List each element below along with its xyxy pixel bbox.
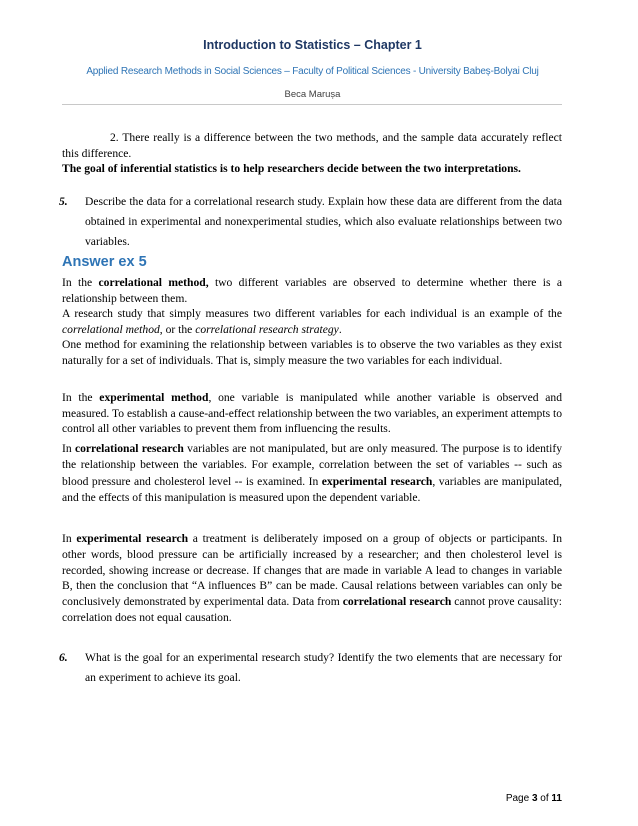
- document-title: Introduction to Statistics – Chapter 1: [203, 38, 422, 52]
- question-5-number: 5.: [59, 195, 68, 208]
- answer-paragraph-5: In correlational research variables are not manipulated, but are only measured. The purpose is to identify the relationship between the variables. For example, correlation between the set of variables -- such as blood pressure and cholesterol level -- is examined. In experimental research, variables are manipulated, and the effects of this manipulation is measured upon the dependent variable.: [62, 442, 563, 504]
- question-6-number: 6.: [59, 651, 68, 664]
- footer-of-label: of: [540, 793, 549, 804]
- question-6-text: What is the goal for an experimental research study? Identify the two elements that are necessary for an experiment to achieve its goal.: [85, 651, 562, 684]
- answer-block-4: [62, 531, 562, 626]
- document-author: Beca Marușa: [284, 89, 341, 100]
- answer-block-1: [62, 275, 562, 368]
- page-footer: [506, 793, 562, 804]
- intro-paragraph-2: The goal of inferential statistics is to help researchers decide between the two interpretations.: [62, 162, 521, 175]
- answer-paragraph-3: One method for examining the relationship between variables is to observe the two variables as they exist naturally for a set of individuals. That is, simply measure the two variables for each individual.: [62, 338, 562, 367]
- question-6: [59, 648, 562, 688]
- footer-page-number: 3: [531, 793, 538, 804]
- answer-paragraph-1: In the correlational method, two different variables are observed to determine whether there is a relationship between them.: [62, 276, 562, 305]
- answer-paragraph-4: In the experimental method, one variable is manipulated while another variable is observed and measured. To establish a cause-and-effect relationship between the two variables, an experiment attempts to control all other variables to prevent them from influencing the results.: [62, 391, 563, 435]
- answer-block-3: [62, 441, 562, 506]
- footer-page-label: Page: [505, 793, 530, 804]
- answer-paragraph-6: In experimental research a treatment is deliberately imposed on a group of objects or participants. In other words, blood pressure can be artificially increased by a researcher; and then cholesterol level is recorded, showing increase or decrease. If changes that are made in variable A lead to changes in variable B, then the conclusion that “A influences B” can be made. Causal relations between variables can only be conclusively demonstrated by experimental data. Data from correlational research cannot prove causality: correlation does not equal causation.: [62, 532, 562, 624]
- answer-paragraph-2: A research study that simply measures two different variables for each individual is an example of the correlational method, or the correlational research strategy.: [62, 307, 562, 336]
- intro-paragraph-1: 2. There really is a difference between the two methods, and the sample data accurately reflect this difference.: [62, 131, 562, 160]
- intro-block: [62, 130, 562, 177]
- question-5: [59, 192, 562, 252]
- question-5-text: Describe the data for a correlational research study. Explain how these data are different from the data obtained in experimental and nonexperimental studies, which also evaluate relationships between two variables.: [85, 195, 562, 248]
- header-divider: [62, 104, 562, 105]
- footer-page-total: 11: [551, 793, 562, 804]
- document-subtitle: Applied Research Methods in Social Sciences – Faculty of Political Sciences - University Babeș-Bolyai Cluj: [86, 66, 539, 77]
- answer-heading: Answer ex 5: [62, 254, 147, 270]
- answer-block-2: [62, 390, 562, 437]
